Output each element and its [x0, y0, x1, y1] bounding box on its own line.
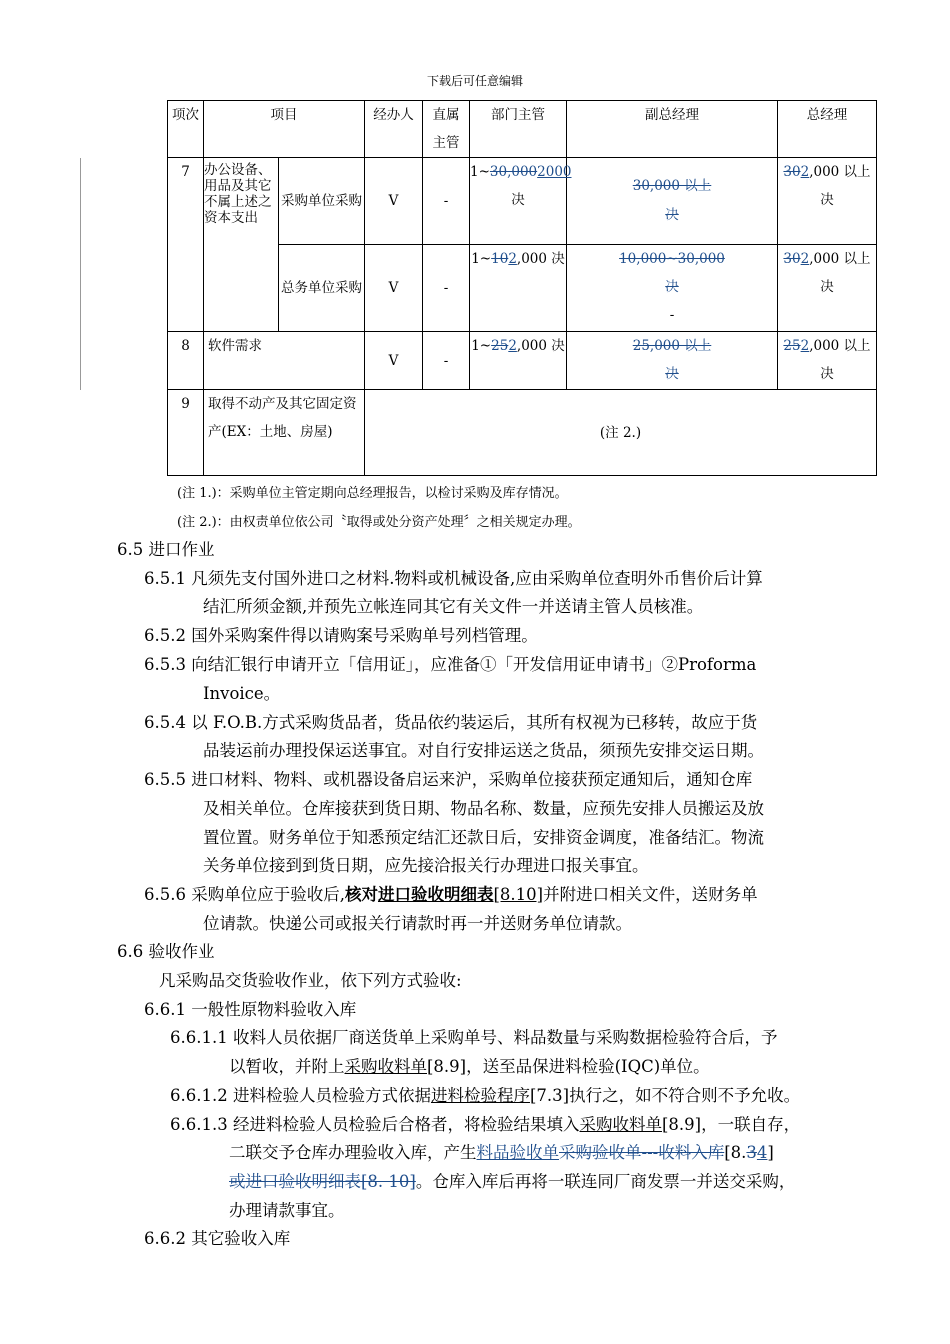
header-no: 项次 — [168, 101, 204, 158]
row-dept: 1~102,000 决 — [470, 245, 567, 332]
table-row — [168, 332, 877, 390]
para-6-5-5-cont: 及相关单位。仓库接获到货日期、物品名称、数量，应预先安排人员搬运及放 — [203, 799, 764, 818]
approval-table — [167, 100, 877, 476]
para-6-5-5-cont: 置位置。财务单位于知悉预定结汇还款日后，安排资金调度，准备结汇。物流 — [203, 828, 764, 847]
row-no: 9 — [168, 390, 204, 476]
row-item: 取得不动产及其它固定资产(EX：土地、房屋) — [204, 390, 365, 476]
section-6-6-2-title: 6.6.2 其它验收入库 — [144, 1229, 291, 1248]
row-dept: 1~252,000 决 — [470, 332, 567, 390]
para-6-6-1-3-cont: 二联交予仓库办理验收入库，产生料品验收单采购验收单---收料入库[8.34] — [229, 1143, 774, 1162]
change-bar — [80, 158, 81, 390]
header-dept: 部门主管 — [470, 101, 567, 158]
para-6-6-1-1: 6.6.1.1 收料人员依据厂商送货单上采购单号、料品数量与采购数据检验符合后，予 — [170, 1028, 778, 1047]
para-6-6-1-3-cont: 办理请款事宜。 — [229, 1201, 345, 1220]
row-gm: 302,000 以上决 — [778, 245, 877, 332]
row-agent: V — [365, 245, 423, 332]
row-subitem: 采购单位采购 — [279, 158, 365, 245]
row-vp: 30,000 以上决 — [567, 158, 778, 245]
row-direct: - — [423, 158, 470, 245]
row-vp: 10,000~30,000 决 - — [567, 245, 778, 332]
row-item: 办公设备、用品及其它不属上述之资本支出 — [204, 158, 279, 332]
para-6-5-2: 6.5.2 国外采购案件得以请购案号采购单号列档管理。 — [144, 626, 538, 645]
note-1: (注 1.)：采购单位主管定期向总经理报告，以检讨采购及库存情况。 — [177, 486, 568, 501]
section-6-6-1-title: 6.6.1 一般性原物料验收入库 — [144, 1000, 357, 1019]
page-header: 下载后可任意编辑 — [426, 74, 523, 88]
para-6-5-6-cont: 位请款。快递公司或报关行请款时再一并送财务单位请款。 — [203, 914, 632, 933]
row-agent: V — [365, 158, 423, 245]
row-direct: - — [423, 332, 470, 390]
para-6-6-1-3: 6.6.1.3 经进料检验人员检验后合格者，将检验结果填入采购收料单[8.9]，一联自存， — [170, 1115, 801, 1134]
para-6-5-4: 6.5.4 以 F.O.B.方式采购货品者，货品依约装运后，其所有权视为已移转，故应于货 — [144, 713, 758, 732]
row-agent: V — [365, 332, 423, 390]
row-dept: 1~30,0002000 决 — [470, 158, 567, 245]
para-6-6-intro: 凡采购品交货验收作业，依下列方式验收: — [159, 971, 462, 990]
row-gm: 302,000 以上决 — [778, 158, 877, 245]
row-gm: 252,000 以上决 — [778, 332, 877, 390]
section-6-5-title: 6.5 进口作业 — [117, 540, 215, 559]
para-6-5-4-cont: 品装运前办理投保运送事宜。对自行安排运送之货品，须预先安排交运日期。 — [203, 741, 764, 760]
para-6-6-1-1-cont: 以暂收，并附上采购收料单[8.9]，送至品保进料检验(IQC)单位。 — [229, 1057, 710, 1076]
row-direct: - — [423, 245, 470, 332]
section-6-6-title: 6.6 验收作业 — [117, 942, 215, 961]
table-header-row — [168, 101, 877, 158]
para-6-5-3: 6.5.3 向结汇银行申请开立「信用证」，应准备①「开发信用证申请书」②Proforma — [144, 655, 757, 674]
row-vp: 25,000 以上决 — [567, 332, 778, 390]
header-direct: 直属 主管 — [423, 101, 470, 158]
para-6-5-6: 6.5.6 采购单位应于验收后,核对进口验收明细表[8.10]并附进口相关文件，送财务单 — [144, 885, 758, 904]
header-gm: 总经理 — [778, 101, 877, 158]
para-6-5-3-cont: Invoice。 — [203, 684, 281, 703]
row-subitem: 总务单位采购 — [279, 245, 365, 332]
table-row — [168, 158, 877, 245]
header-item: 项目 — [204, 101, 365, 158]
header-vp: 副总经理 — [567, 101, 778, 158]
row-no: 7 — [168, 158, 204, 332]
table-row — [168, 390, 877, 476]
row-no: 8 — [168, 332, 204, 390]
para-6-5-5: 6.5.5 进口材料、物料、或机器设备启运来沪，采购单位接获预定通知后，通知仓库 — [144, 770, 753, 789]
row-item: 软件需求 — [204, 332, 365, 390]
para-6-5-5-cont: 关务单位接到到货日期，应先接洽报关行办理进口报关事宜。 — [203, 856, 649, 875]
header-agent: 经办人 — [365, 101, 423, 158]
note-2: (注 2.)：由权责单位依公司〝取得或处分资产处理〞之相关规定办理。 — [177, 515, 581, 530]
para-6-5-1-cont: 结汇所须金额,并预先立帐连同其它有关文件一并送请主管人员核准。 — [203, 597, 704, 616]
row-note: (注 2.) — [365, 390, 877, 476]
para-6-6-1-3-cont: 或进口验收明细表[8. 10]。仓库入库后再将一联连同厂商发票一并送交采购， — [229, 1172, 796, 1191]
para-6-5-1: 6.5.1 凡须先支付国外进口之材料.物料或机械设备,应由采购单位查明外币售价后计算 — [144, 569, 763, 588]
para-6-6-1-2: 6.6.1.2 进料检验人员检验方式依据进料检验程序[7.3]执行之，如不符合则不予允收。 — [170, 1086, 801, 1105]
